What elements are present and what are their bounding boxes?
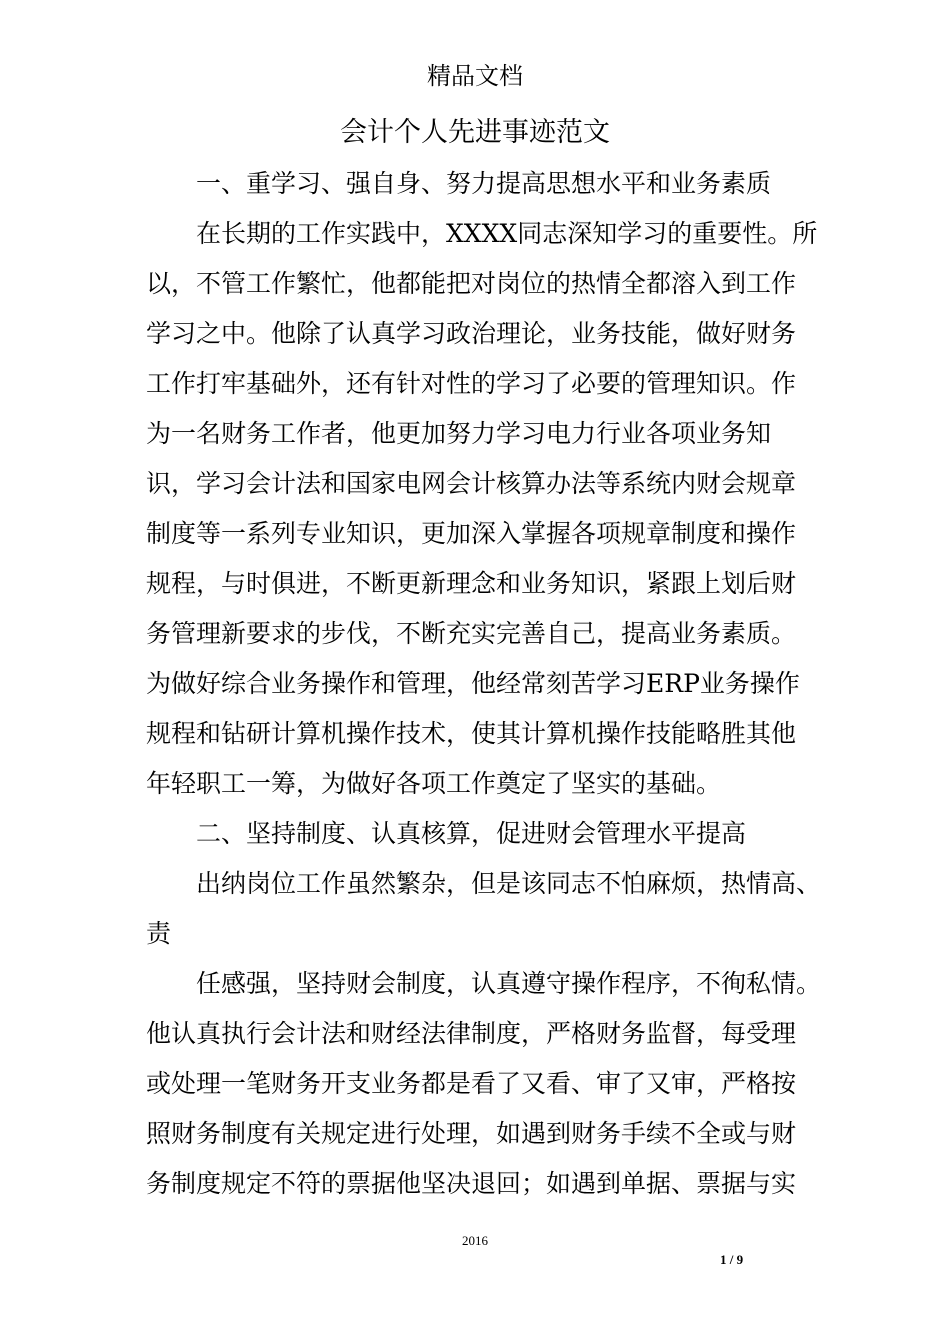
body-line: 规程，与时俱进，不断更新理念和业务知识，紧跟上划后财: [146, 569, 797, 598]
body-line: 以，不管工作繁忙，他都能把对岗位的热情全都溶入到工作: [146, 269, 797, 298]
body-line: 在长期的工作实践中，XXXX同志深知学习的重要性。所: [196, 219, 818, 248]
body-line: 制度等一系列专业知识，更加深入掌握各项规章制度和操作: [146, 519, 797, 548]
body-line: 识，学习会计法和国家电网会计核算办法等系统内财会规章: [146, 469, 797, 498]
document-title: 会计个人先进事迹范文: [340, 117, 610, 148]
body-line: 他认真执行会计法和财经法律制度，严格财务监督，每受理: [146, 1019, 797, 1048]
body-line: 工作打牢基础外，还有针对性的学习了必要的管理知识。作: [146, 369, 797, 398]
body-line: 二、坚持制度、认真核算，促进财会管理水平提高: [196, 819, 747, 848]
page-header: 精品文档: [427, 62, 523, 90]
body-line: 务管理新要求的步伐，不断充实完善自己，提高业务素质。: [146, 619, 797, 648]
body-line: 为做好综合业务操作和管理，他经常刻苦学习ERP业务操作: [146, 669, 800, 698]
body-line: 学习之中。他除了认真学习政治理论，业务技能，做好财务: [146, 319, 797, 348]
body-line: 年轻职工一筹，为做好各项工作奠定了坚实的基础。: [146, 769, 722, 798]
body-line: 责: [146, 919, 172, 948]
page-number: 1 / 9: [720, 1252, 744, 1267]
body-line: 规程和钻研计算机操作技术，使其计算机操作技能略胜其他: [146, 719, 797, 748]
body-line: 务制度规定不符的票据他坚决退回；如遇到单据、票据与实: [146, 1169, 797, 1198]
body-line: 或处理一笔财务开支业务都是看了又看、审了又审，严格按: [146, 1069, 797, 1098]
body-line: 出纳岗位工作虽然繁杂，但是该同志不怕麻烦，热情高、: [196, 869, 822, 898]
document-body: [146, 159, 822, 1209]
body-line: 为一名财务工作者，他更加努力学习电力行业各项业务知: [146, 419, 772, 448]
body-line: 照财务制度有关规定进行处理，如遇到财务手续不全或与财: [146, 1119, 797, 1148]
footer-year: 2016: [462, 1233, 488, 1248]
body-line: 一、重学习、强自身、努力提高思想水平和业务素质: [196, 169, 772, 198]
body-line: 任感强，坚持财会制度，认真遵守操作程序，不徇私情。: [196, 969, 822, 998]
